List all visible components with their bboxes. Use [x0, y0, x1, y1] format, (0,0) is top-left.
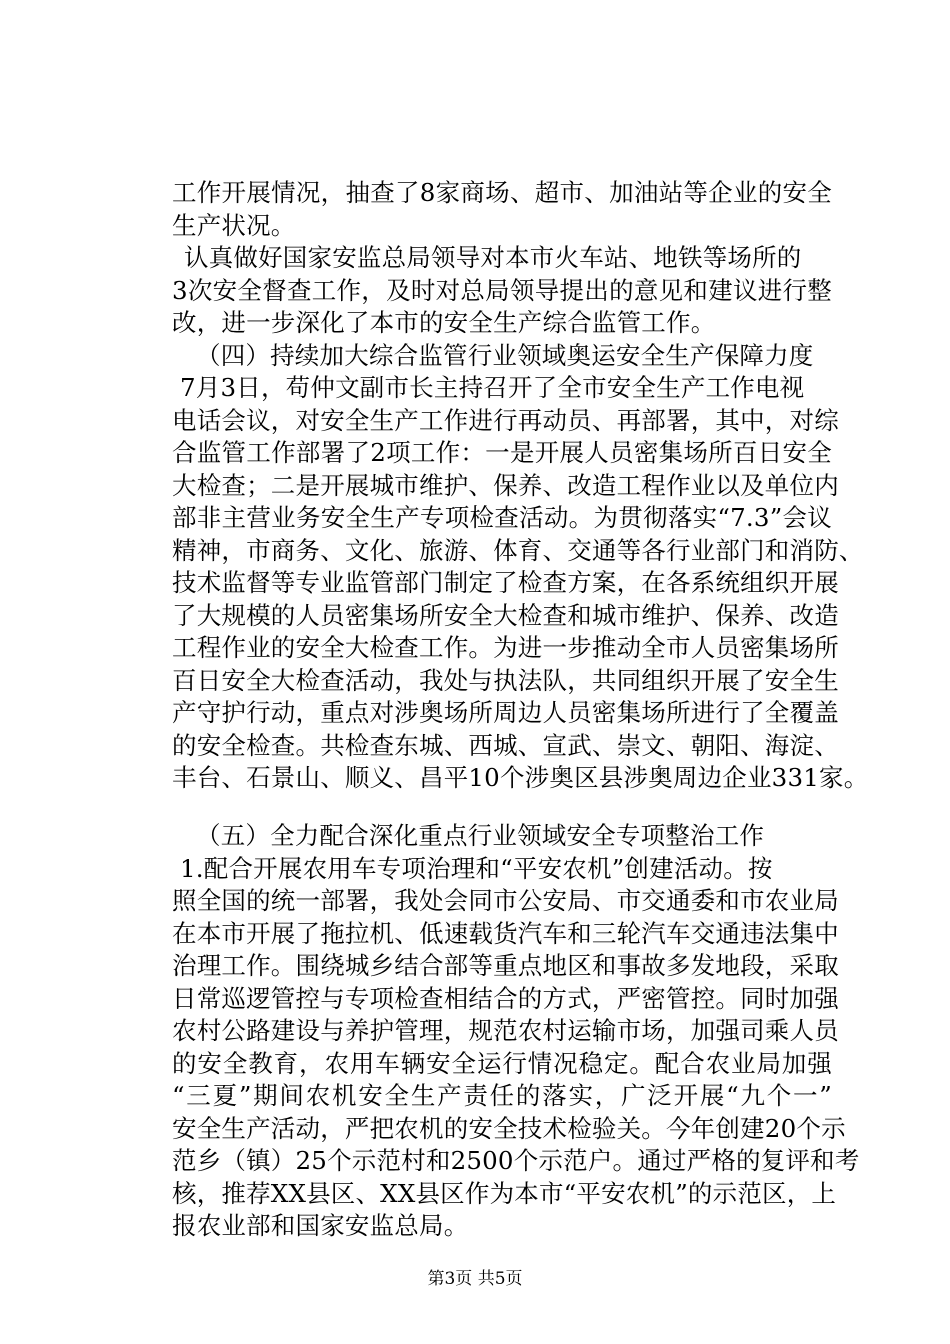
text-line: 改，进一步深化了本市的安全生产综合监管工作。 — [172, 308, 716, 337]
text-line: 产守护行动，重点对涉奥场所周边人员密集场所进行了全覆盖 — [172, 698, 839, 727]
text-line: 3次安全督查工作，及时对总局领导提出的意见和建议进行整 — [172, 276, 832, 305]
text-line: 精神，市商务、文化、旅游、体育、交通等各行业部门和消防、 — [172, 536, 864, 565]
text-line: 大检查；二是开展城市维护、保养、改造工程作业以及单位内 — [172, 471, 839, 500]
text-line: 的安全教育，农用车辆安全运行情况稳定。配合农业局加强 — [172, 1049, 832, 1078]
text-line: 安全生产活动，严把农机的安全技术检验关。今年创建20个示 — [172, 1114, 846, 1143]
text-line: 了大规模的人员密集场所安全大检查和城市维护、保养、改造 — [172, 601, 839, 630]
text-line: 1.配合开展农用车专项治理和“平安农机”创建活动。按 — [180, 854, 773, 883]
text-line: 工程作业的安全大检查工作。为进一步推动全市人员密集场所 — [172, 633, 839, 662]
text-line: 生产状况。 — [172, 211, 296, 240]
text-line: 的安全检查。共检查东城、西城、宣武、崇文、朝阳、海淀、 — [172, 731, 839, 760]
text-line: 部非主营业务安全生产专项检查活动。为贯彻落实“7.3”会议 — [172, 503, 832, 532]
text-line: 丰台、石景山、顺义、昌平10个涉奥区县涉奥周边企业331家。 — [172, 763, 869, 792]
text-line: 7月3日，苟仲文副市长主持召开了全市安全生产工作电视 — [180, 373, 805, 402]
text-line: 照全国的统一部署，我处会同市公安局、市交通委和市农业局 — [172, 886, 839, 915]
text-line: 报农业部和国家安监总局。 — [172, 1211, 469, 1240]
section-heading: （五）全力配合深化重点行业领域安全专项整治工作 — [196, 821, 765, 850]
text-line: “三夏”期间农机安全生产责任的落实，广泛开展“九个一” — [172, 1081, 832, 1110]
text-line: 合监管工作部署了2项工作：一是开展人员密集场所百日安全 — [172, 438, 832, 467]
text-line: 认真做好国家安监总局领导对本市火车站、地铁等场所的 — [184, 243, 802, 272]
text-line: 电话会议，对安全生产工作进行再动员、再部署，其中，对综 — [172, 406, 839, 435]
text-line: 核，推荐XX县区、XX县区作为本市“平安农机”的示范区，上 — [172, 1179, 837, 1208]
text-line: 百日安全大检查活动，我处与执法队，共同组织开展了安全生 — [172, 666, 839, 695]
text-line: 工作开展情况，抽查了8家商场、超市、加油站等企业的安全 — [172, 178, 832, 207]
text-line: 在本市开展了拖拉机、低速载货汽车和三轮汽车交通违法集中 — [172, 919, 839, 948]
text-line: 技术监督等专业监管部门制定了检查方案，在各系统组织开展 — [172, 568, 839, 597]
text-line: 治理工作。围绕城乡结合部等重点地区和事故多发地段，采取 — [172, 951, 839, 980]
text-line: 农村公路建设与养护管理，规范农村运输市场，加强司乘人员 — [172, 1016, 839, 1045]
page-number-footer: 第3页 共5页 — [427, 1269, 523, 1289]
text-line: 日常巡逻管控与专项检查相结合的方式，严密管控。同时加强 — [172, 984, 839, 1013]
section-heading: （四）持续加大综合监管行业领域奥运安全生产保障力度 — [196, 341, 814, 370]
text-line: 范乡（镇）25个示范村和2500个示范户。通过严格的复评和考 — [172, 1146, 860, 1175]
